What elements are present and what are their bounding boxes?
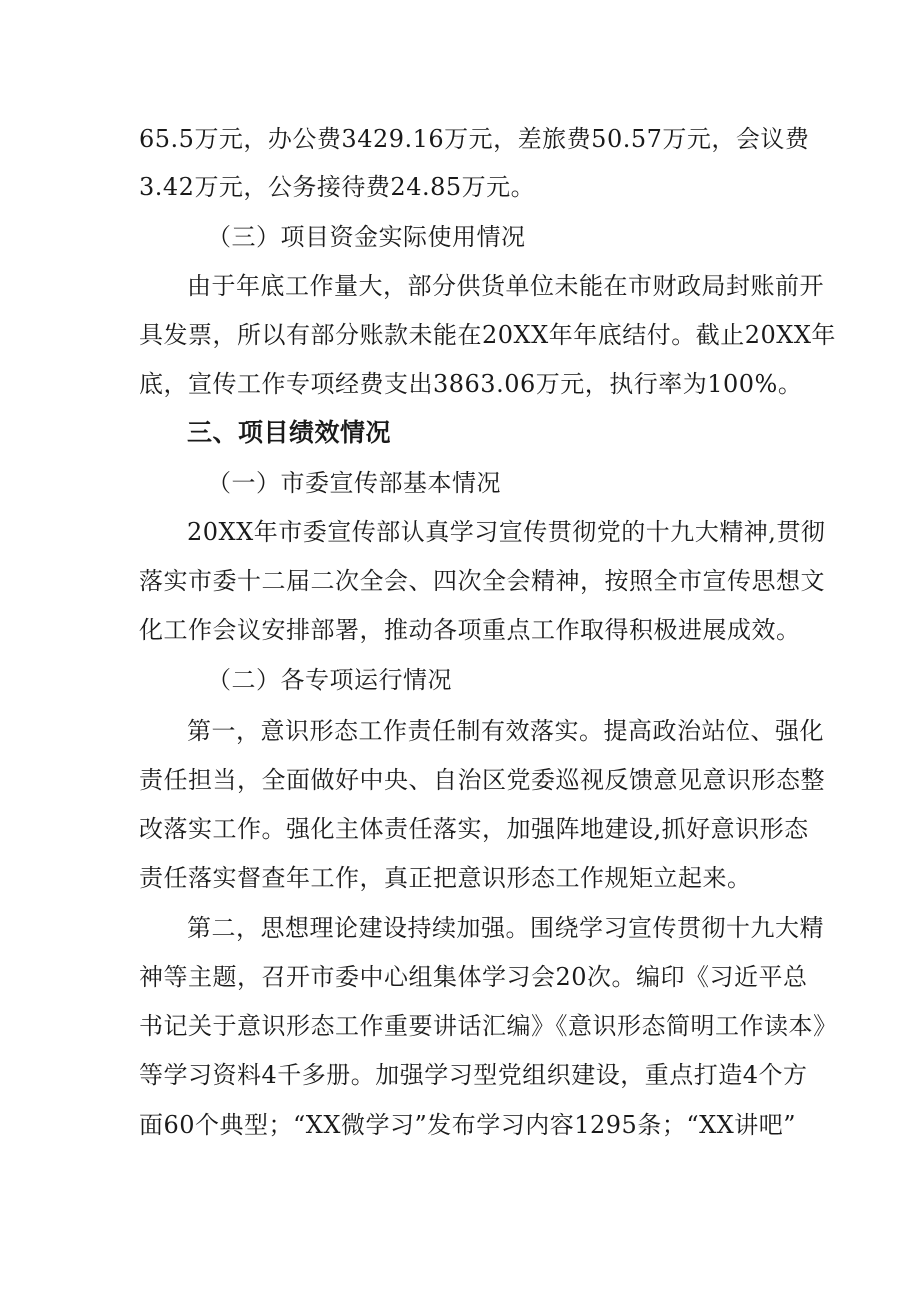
paragraph-line: 第一，意识形态工作责任制有效落实。提高政治站位、强化 — [187, 717, 824, 745]
paragraph-line: 3.42万元，公务接待费24.85万元。 — [139, 173, 536, 201]
paragraph-line: 面60个典型；“XX微学习”发布学习内容1295条；“XX讲吧” — [139, 1111, 797, 1139]
paragraph-line: 责任担当，全面做好中央、自治区党委巡视反馈意见意识形态整 — [139, 766, 825, 794]
paragraph-line: 责任落实督查年工作，真正把意识形态工作规矩立起来。 — [139, 864, 752, 892]
paragraph-line: 化工作会议安排部署，推动各项重点工作取得积极进展成效。 — [139, 616, 801, 644]
paragraph-line: 第二，思想理论建设持续加强。围绕学习宣传贯彻十九大精 — [187, 914, 824, 942]
subsection-heading: （二）各专项运行情况 — [207, 666, 452, 694]
paragraph-line: 等学习资料4千多册。加强学习型党组织建设，重点打造4个方 — [139, 1061, 808, 1089]
section-heading: 三、项目绩效情况 — [187, 418, 392, 447]
paragraph-line: 书记关于意识形态工作重要讲话汇编》《意识形态简明工作读本》 — [139, 1012, 838, 1040]
subsection-heading: （一）市委宣传部基本情况 — [207, 469, 501, 497]
paragraph-line: 落实市委十二届二次全会、四次全会精神，按照全市宣传思想文 — [139, 567, 825, 595]
paragraph-line: 底，宣传工作专项经费支出3863.06万元，执行率为100%。 — [139, 370, 803, 398]
subsection-heading: （三）项目资金实际使用情况 — [207, 223, 526, 251]
paragraph-line: 改落实工作。强化主体责任落实，加强阵地建设,抓好意识形态 — [139, 815, 809, 843]
paragraph-line: 65.5万元，办公费3429.16万元，差旅费50.57万元，会议费 — [139, 125, 810, 153]
paragraph-line: 神等主题，召开市委中心组集体学习会20次。编印《习近平总 — [139, 963, 808, 991]
paragraph-line: 由于年底工作量大，部分供货单位未能在市财政局封账前开 — [187, 272, 824, 300]
paragraph-line: 20XX年市委宣传部认真学习宣传贯彻党的十九大精神,贯彻 — [187, 518, 826, 546]
paragraph-line: 具发票，所以有部分账款未能在20XX年年底结付。截止20XX年 — [139, 321, 836, 349]
